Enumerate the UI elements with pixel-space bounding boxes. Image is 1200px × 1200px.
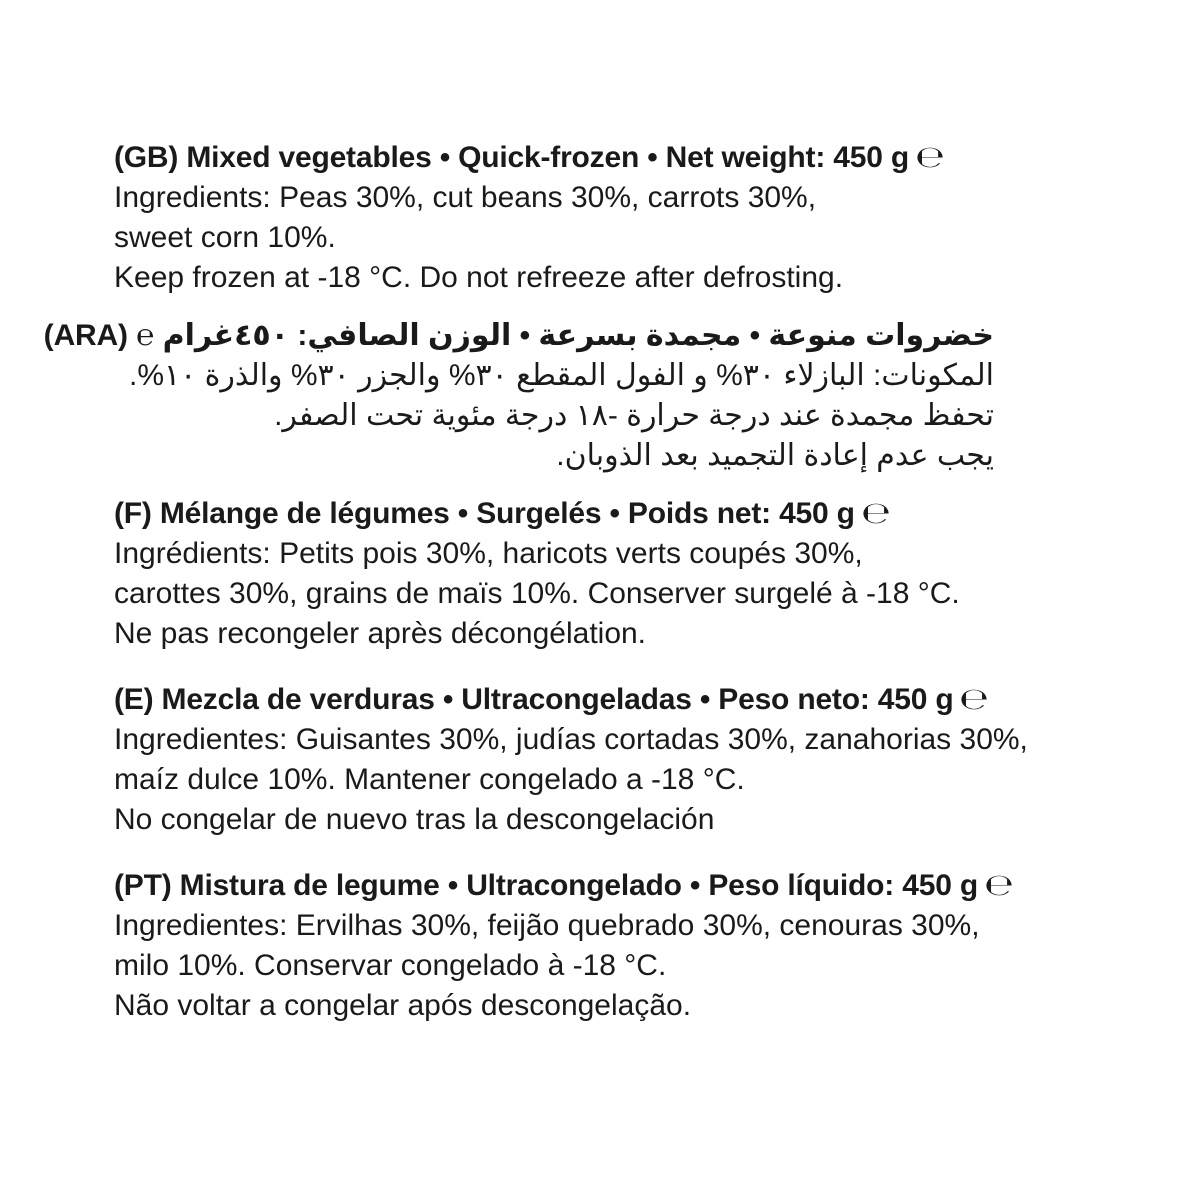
- estimated-sign-icon: ℮: [860, 496, 891, 531]
- estimated-sign-icon: ℮: [959, 682, 989, 717]
- section-heading-french: [114, 494, 1114, 534]
- section-heading-portuguese: [114, 866, 1114, 906]
- ingredients-line: Ingredientes: Ervilhas 30%, feijão quebrado 30%, cenouras 30%,: [114, 909, 980, 942]
- heading-text: (E) Mezcla de verduras • Ultracongeladas • Peso neto: 450 g: [114, 683, 954, 716]
- estimated-sign-icon: ℮: [984, 868, 1014, 903]
- ingredients-line: sweet corn 10%.: [114, 221, 336, 254]
- section-heading-spanish: [114, 680, 1114, 720]
- section-portuguese: [114, 866, 1114, 1026]
- heading-text: (GB) Mixed vegetables • Quick-frozen • Net weight: 450 g: [114, 141, 909, 174]
- section-heading-arabic: خضروات منوعة • مجمدة بسرعة • الوزن الصافي: ٤٥٠غرام ℮ (ARA): [43, 319, 994, 352]
- storage-line: Não voltar a congelar após descongelação.: [114, 989, 692, 1022]
- storage-line: No congelar de nuevo tras la descongelación: [114, 803, 715, 836]
- section-arabic: [43, 316, 994, 476]
- ingredients-line: المكونات: البازلاء ٣٠% و الفول المقطع ٣٠% والجزر ٣٠% والذرة ١٠%.: [129, 359, 994, 392]
- estimated-sign-icon: ℮: [915, 140, 945, 175]
- heading-text: (PT) Mistura de legume • Ultracongelado • Peso líquido: 450 g: [114, 869, 978, 902]
- section-english: [114, 138, 1114, 298]
- section-spanish: [114, 680, 1114, 840]
- storage-line: يجب عدم إعادة التجميد بعد الذوبان.: [556, 439, 994, 472]
- ingredients-line: Ingredients: Peas 30%, cut beans 30%, carrots 30%,: [114, 181, 817, 214]
- ingredients-line: Ingrédients: Petits pois 30%, haricots verts coupés 30%,: [114, 537, 863, 570]
- ingredients-line: Ingredientes: Guisantes 30%, judías cortadas 30%, zanahorias 30%,: [114, 723, 1028, 756]
- storage-line: Keep frozen at -18 °C. Do not refreeze after defrosting.: [114, 261, 844, 294]
- heading-text: (F) Mélange de légumes • Surgelés • Poids net: 450 g: [114, 497, 855, 530]
- ingredients-line: maíz dulce 10%. Mantener congelado a -18 °C.: [114, 763, 745, 796]
- storage-line: تحفظ مجمدة عند درجة حرارة -١٨ درجة مئوية تحت الصفر.: [274, 399, 994, 432]
- section-french: [114, 494, 1114, 654]
- ingredients-line: carottes 30%, grains de maïs 10%. Conserver surgelé à -18 °C.: [114, 577, 960, 610]
- section-heading-english: [114, 138, 1114, 178]
- ingredients-line: milo 10%. Conservar congelado à -18 °C.: [114, 949, 667, 982]
- storage-line: Ne pas recongeler après décongélation.: [114, 617, 647, 650]
